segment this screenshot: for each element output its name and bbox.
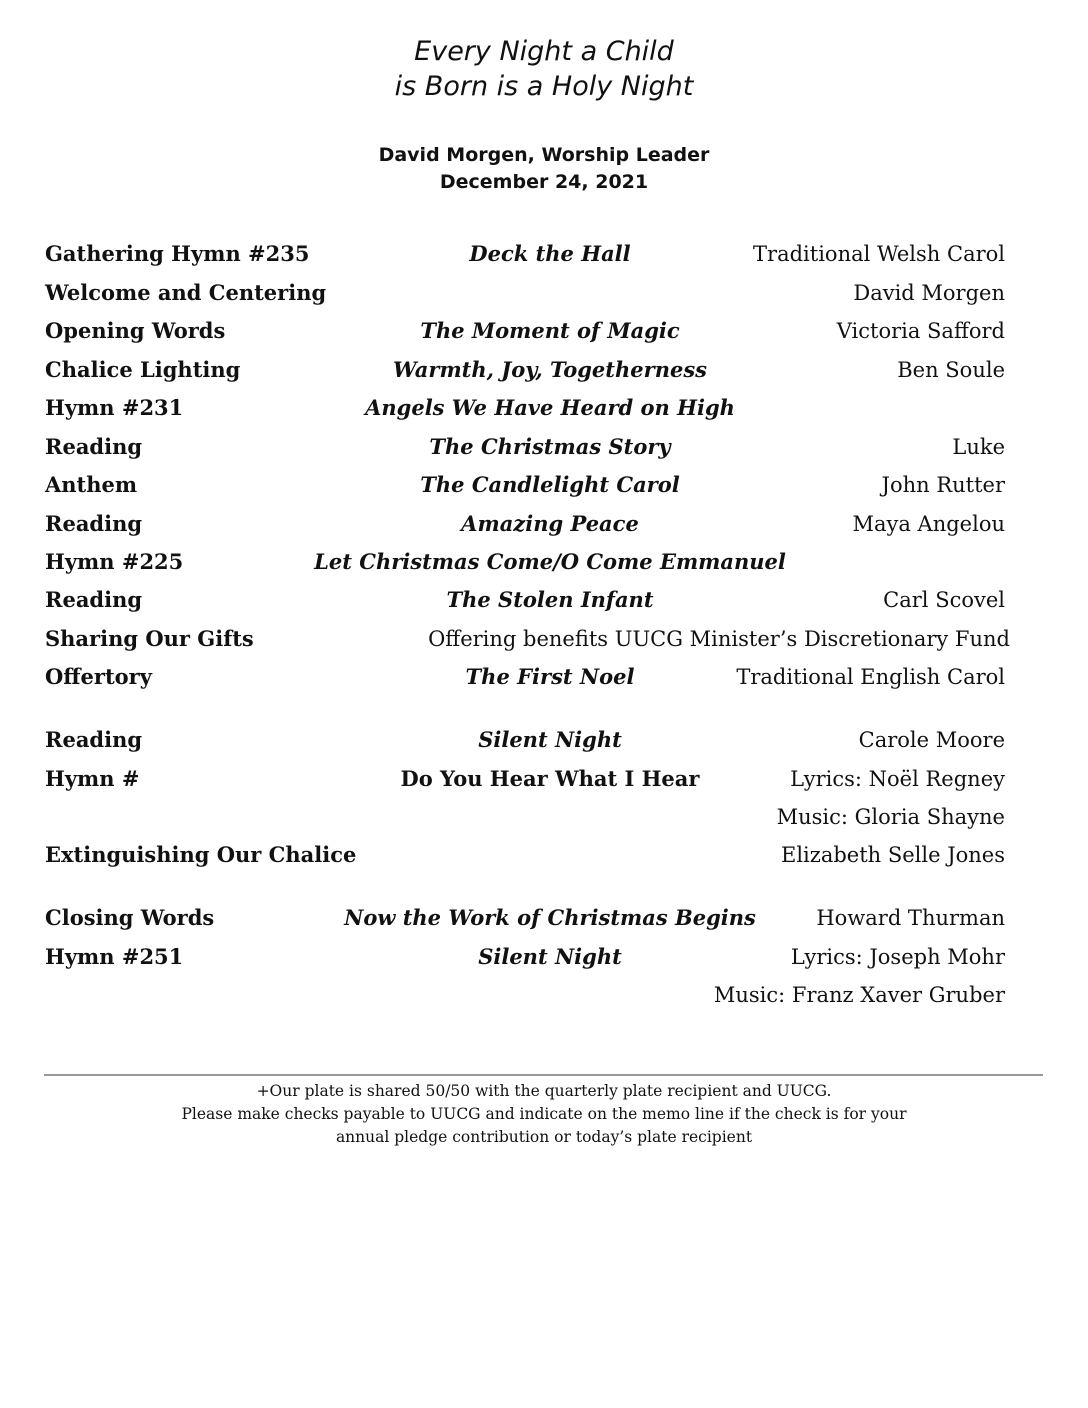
program-part: Welcome and Centering bbox=[45, 280, 327, 305]
program-credit: Music: Gloria Shayne bbox=[776, 805, 1005, 829]
program-title: Deck the Hall bbox=[469, 241, 631, 266]
program-title: Silent Night bbox=[478, 944, 622, 969]
program-row bbox=[0, 393, 1088, 423]
program-part: Gathering Hymn #235 bbox=[45, 241, 310, 266]
program-row bbox=[0, 802, 1088, 832]
program-part: Reading bbox=[45, 587, 143, 612]
program-title: The Christmas Story bbox=[429, 434, 671, 459]
service-title-line-2: is Born is a Holy Night bbox=[394, 71, 694, 102]
program-title: Angels We Have Heard on High bbox=[365, 395, 735, 420]
program-header bbox=[0, 34, 1088, 196]
program-row bbox=[0, 355, 1088, 385]
program-title: Amazing Peace bbox=[461, 511, 639, 536]
program-part: Hymn #225 bbox=[45, 549, 184, 574]
program-title: Warmth, Joy, Togetherness bbox=[393, 357, 707, 382]
program-part: Opening Words bbox=[45, 318, 226, 343]
program-row bbox=[0, 764, 1088, 794]
program-title: Silent Night bbox=[478, 727, 622, 752]
program-row bbox=[0, 316, 1088, 346]
program-row bbox=[0, 840, 1088, 870]
footer-line-1: +Our plate is shared 50/50 with the quarterly plate recipient and UUCG. bbox=[256, 1082, 832, 1100]
program-title: Let Christmas Come/O Come Emmanuel bbox=[314, 549, 786, 574]
program-part: Reading bbox=[45, 434, 143, 459]
footer-line-3: annual pledge contribution or today’s plate recipient bbox=[335, 1128, 753, 1146]
program-row bbox=[0, 239, 1088, 269]
program-title: The Moment of Magic bbox=[420, 318, 680, 343]
program-row bbox=[0, 470, 1088, 500]
program-credit: Howard Thurman bbox=[816, 906, 1005, 930]
program-part: Closing Words bbox=[45, 905, 215, 930]
program-credit: Lyrics: Noël Regney bbox=[790, 767, 1005, 791]
program-credit: Luke bbox=[952, 435, 1005, 459]
footer-note bbox=[0, 1080, 1088, 1149]
program-part: Hymn #231 bbox=[45, 395, 184, 420]
service-title-line-1: Every Night a Child bbox=[414, 36, 674, 67]
service-date: December 24, 2021 bbox=[439, 171, 649, 193]
program-row bbox=[0, 278, 1088, 308]
program-credit: Offering benefits UUCG Minister’s Discretionary Fund bbox=[428, 627, 1010, 651]
program-credit: Maya Angelou bbox=[852, 512, 1005, 536]
program-part: Reading bbox=[45, 511, 143, 536]
program-credit: Elizabeth Selle Jones bbox=[781, 843, 1005, 867]
program-title: The First Noel bbox=[465, 664, 635, 689]
program-row bbox=[0, 432, 1088, 462]
program-part: Extinguishing Our Chalice bbox=[45, 842, 357, 867]
program-title: Now the Work of Christmas Begins bbox=[344, 905, 756, 930]
program-part: Reading bbox=[45, 727, 143, 752]
program-credit: Victoria Safford bbox=[836, 319, 1005, 343]
program-part: Hymn #251 bbox=[45, 944, 184, 969]
program-credit: Carl Scovel bbox=[883, 588, 1005, 612]
program-credit: Traditional Welsh Carol bbox=[753, 242, 1005, 266]
program-part: Sharing Our Gifts bbox=[45, 626, 254, 651]
program-row bbox=[0, 662, 1088, 692]
program-part: Hymn # bbox=[45, 766, 140, 791]
program-row bbox=[0, 725, 1088, 755]
program-row bbox=[0, 903, 1088, 933]
program-part: Anthem bbox=[45, 472, 138, 497]
program-title: Do You Hear What I Hear bbox=[400, 766, 700, 791]
program-row bbox=[0, 585, 1088, 615]
program-part: Offertory bbox=[45, 664, 152, 689]
program-row bbox=[0, 980, 1088, 1010]
worship-leader: David Morgen, Worship Leader bbox=[378, 144, 710, 166]
program-credit: Lyrics: Joseph Mohr bbox=[790, 945, 1005, 969]
program-row bbox=[0, 509, 1088, 539]
program-title: The Candlelight Carol bbox=[420, 472, 680, 497]
program-credit: David Morgen bbox=[853, 281, 1005, 305]
footer-line-2: Please make checks payable to UUCG and indicate on the memo line if the check is for your bbox=[181, 1105, 907, 1123]
program-row bbox=[0, 942, 1088, 972]
footer-divider bbox=[44, 1074, 1043, 1076]
program-credit: Traditional English Carol bbox=[736, 665, 1005, 689]
program-title: The Stolen Infant bbox=[446, 587, 654, 612]
program-credit: Music: Franz Xaver Gruber bbox=[713, 983, 1005, 1007]
program-row bbox=[0, 547, 1088, 577]
program-part: Chalice Lighting bbox=[45, 357, 241, 382]
program-credit: John Rutter bbox=[881, 473, 1005, 497]
program-row bbox=[0, 624, 1088, 654]
program-credit: Ben Soule bbox=[897, 358, 1005, 382]
program-credit: Carole Moore bbox=[858, 728, 1005, 752]
